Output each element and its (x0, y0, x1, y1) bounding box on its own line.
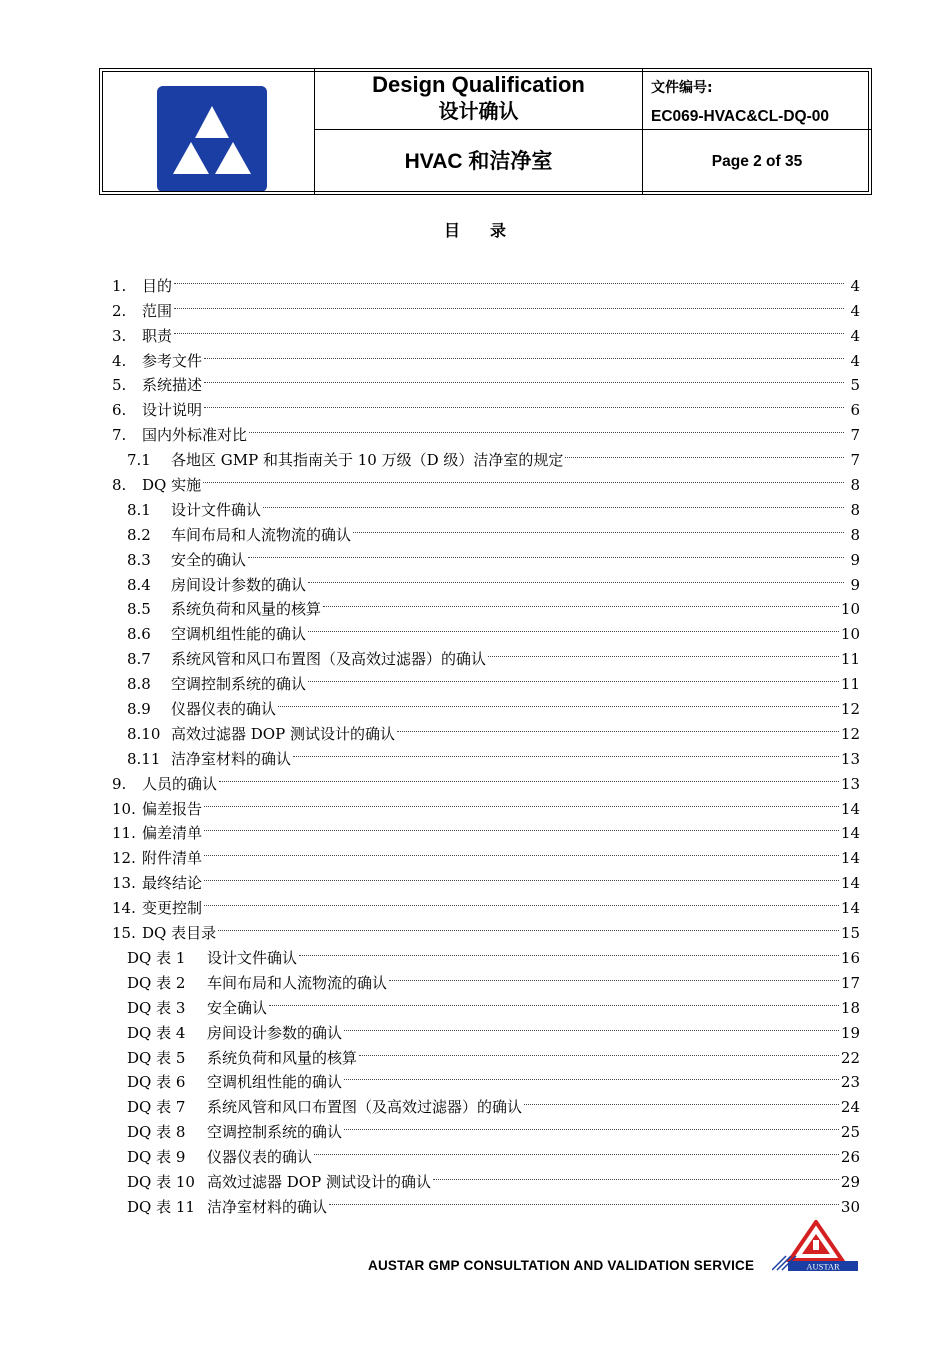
toc-entry[interactable] (112, 291, 860, 320)
toc-entry-page: 9 (850, 550, 860, 569)
toc-entry-title: 最终结论 (142, 874, 203, 893)
title-cell (315, 69, 643, 130)
toc-entry-page: 8 (850, 476, 860, 495)
toc-entry-page: 25 (840, 1123, 860, 1142)
toc-entry-number: 11. (112, 824, 136, 843)
toc-entry-number: DQ 表 8 (127, 1123, 186, 1142)
toc-dot-leader (204, 888, 839, 913)
toc-entry-title: 车间布局和人流物流的确认 (171, 525, 352, 544)
toc-entry-title: 偏差清单 (142, 824, 203, 843)
toc-entry-title: 系统负荷和风量的核算 (171, 600, 322, 619)
toc-entry-page: 5 (850, 376, 860, 395)
toc-title: 目录 (443, 221, 536, 240)
toc-entry-number: 8.6 (127, 625, 151, 644)
toc-dot-leader (204, 863, 839, 888)
toc-entry-page: 6 (850, 401, 860, 420)
toc-entry-number: 3. (112, 326, 127, 345)
toc-entry-page: 13 (840, 749, 860, 768)
toc-entry-title: 安全的确认 (171, 550, 247, 569)
toc-entry[interactable] (112, 490, 860, 519)
toc-entry-title: 空调控制系统的确认 (207, 1123, 343, 1142)
toc-entry-title: 系统风管和风口布置图（及高效过滤器）的确认 (171, 650, 487, 669)
toc-entry-title: 变更控制 (142, 899, 203, 918)
toc-dot-leader (299, 938, 839, 963)
toc-entry[interactable] (112, 465, 860, 495)
toc-entry-page: 14 (840, 799, 860, 818)
toc-entry-title: 参考文件 (142, 351, 203, 370)
toc-dot-leader (219, 764, 839, 789)
toc-entry-title: 人员的确认 (142, 774, 218, 793)
toc-entry[interactable] (112, 814, 860, 843)
toc-dot-leader (524, 1087, 839, 1112)
toc-entry-number: 15. (112, 924, 136, 943)
toc-dot-leader (344, 1112, 839, 1137)
toc-entry[interactable] (112, 366, 860, 395)
toc-entry-page: 10 (840, 625, 860, 644)
toc-entry-title: 附件清单 (142, 849, 203, 868)
toc-entry-number: 8.11 (127, 749, 161, 768)
toc-dot-leader (204, 390, 844, 415)
toc-entry-page: 19 (840, 1023, 860, 1042)
toc-dot-leader (353, 515, 844, 540)
footer-text: AUSTAR GMP CONSULTATION AND VALIDATION SERVICE (368, 1258, 755, 1273)
toc-entry-title: 房间设计参数的确认 (171, 575, 307, 594)
toc-dot-leader (314, 1137, 839, 1162)
toc-entry-number: 8.9 (127, 700, 151, 719)
toc-entry-page: 14 (840, 849, 860, 868)
toc-dot-leader (204, 838, 839, 863)
toc-entry-page: 4 (850, 326, 860, 345)
toc-entry[interactable] (112, 764, 860, 793)
toc-entry-title: 空调控制系统的确认 (171, 675, 307, 694)
toc-entry-number: 8.1 (127, 500, 151, 519)
toc-entry-title: 高效过滤器 DOP 测试设计的确认 (207, 1172, 431, 1191)
toc-entry-number: 8.2 (127, 525, 151, 544)
toc-entry-title: 设计文件确认 (207, 948, 298, 967)
company-logo (157, 86, 267, 192)
toc-entry-page: 4 (850, 351, 860, 370)
toc-entry-number: DQ 表 7 (127, 1098, 186, 1117)
toc-entry-title: 车间布局和人流物流的确认 (207, 973, 388, 992)
toc-entry-page: 12 (840, 700, 860, 719)
toc-dot-leader (344, 1063, 839, 1088)
toc-entry-number: 8.10 (127, 724, 161, 743)
toc-entry-page: 10 (840, 600, 860, 619)
toc-dot-leader (203, 465, 844, 490)
toc-entry-title: DQ 表目录 (142, 924, 217, 943)
toc-dot-leader (308, 565, 844, 590)
toc-entry-page: 14 (840, 824, 860, 843)
toc-dot-leader (269, 988, 839, 1013)
toc-dot-leader (308, 614, 839, 639)
toc-entry-number: DQ 表 5 (127, 1048, 186, 1067)
toc-entry[interactable] (112, 838, 860, 868)
toc-entry-number: 8.5 (127, 600, 151, 619)
footer-logo (772, 1220, 860, 1272)
toc-entry-title: 职责 (142, 326, 173, 345)
toc-entry-title: 目的 (142, 276, 173, 295)
toc-entry-title: 高效过滤器 DOP 测试设计的确认 (171, 724, 395, 743)
toc-entry-number: 8.3 (127, 550, 151, 569)
toc-entry-number: 7. (112, 426, 127, 445)
toc-entry-title: 偏差报告 (142, 799, 203, 818)
toc-dot-leader (248, 540, 844, 565)
toc-dot-leader (308, 664, 839, 689)
toc-entry-page: 30 (840, 1197, 860, 1216)
toc-dot-leader (433, 1162, 839, 1187)
toc-entry-title: 空调机组性能的确认 (171, 625, 307, 644)
toc-dot-leader (218, 913, 839, 938)
toc-entry-number: 12. (112, 849, 136, 868)
toc-entry-title: 洁净室材料的确认 (171, 749, 292, 768)
table-of-contents (112, 266, 860, 1216)
toc-entry-number: DQ 表 3 (127, 998, 186, 1017)
toc-entry-number: DQ 表 9 (127, 1148, 186, 1167)
document-title-cn: 设计确认 (438, 99, 519, 123)
toc-entry-number: 14. (112, 899, 136, 918)
doc-number-cell (643, 69, 871, 130)
toc-entry-title: 空调机组性能的确认 (207, 1073, 343, 1092)
logo-text: AUSTAR (806, 1261, 840, 1272)
toc-entry-number: 2. (112, 301, 127, 320)
toc-entry-number: DQ 表 6 (127, 1073, 186, 1092)
toc-entry-number: 8.7 (127, 650, 151, 669)
doc-number-label: 文件编号: (651, 80, 713, 96)
toc-dot-leader (278, 689, 839, 714)
toc-dot-leader (344, 1013, 839, 1038)
toc-entry-page: 23 (840, 1073, 860, 1092)
toc-entry-number: 6. (112, 401, 127, 420)
toc-entry-title: 系统描述 (142, 376, 203, 395)
triangles-logo-icon (157, 86, 267, 192)
document-subtitle: HVAC 和洁净室 (404, 150, 553, 173)
toc-entry[interactable] (112, 390, 860, 420)
toc-entry-title: 安全确认 (207, 998, 268, 1017)
toc-entry-page: 11 (840, 675, 860, 694)
document-header-table (99, 68, 872, 195)
toc-dot-leader (204, 814, 839, 839)
subtitle-cell (315, 130, 643, 194)
toc-entry-number: 8. (112, 476, 127, 495)
toc-entry-title: 系统负荷和风量的核算 (207, 1048, 358, 1067)
toc-entry-title: 国内外标准对比 (142, 426, 248, 445)
toc-entry-number: 7.1 (127, 451, 151, 470)
toc-entry[interactable] (112, 415, 860, 445)
toc-entry-number: 1. (112, 276, 127, 295)
toc-entry-number: 8.8 (127, 675, 151, 694)
toc-dot-leader (389, 963, 839, 988)
toc-entry-page: 13 (840, 774, 860, 793)
toc-entry-title: 设计说明 (142, 401, 203, 420)
toc-entry-number: 9. (112, 774, 127, 793)
toc-entry-number: DQ 表 4 (127, 1023, 186, 1042)
toc-entry[interactable] (112, 888, 860, 918)
toc-entry-title: 范围 (142, 301, 173, 320)
toc-entry-number: 13. (112, 874, 136, 893)
toc-entry-page: 17 (840, 973, 860, 992)
toc-dot-leader (174, 316, 844, 341)
toc-dot-leader (204, 341, 844, 366)
toc-entry-number: DQ 表 1 (127, 948, 186, 967)
toc-entry-page: 8 (850, 500, 860, 519)
toc-entry[interactable] (112, 341, 860, 370)
toc-entry[interactable] (112, 266, 860, 295)
toc-dot-leader (263, 490, 844, 515)
toc-entry-page: 7 (850, 426, 860, 445)
page-number: Page 2 of 35 (711, 153, 803, 170)
toc-entry-page: 12 (840, 724, 860, 743)
toc-dot-leader (359, 1038, 839, 1063)
toc-entry-title: DQ 实施 (142, 476, 202, 495)
toc-entry-page: 16 (840, 948, 860, 967)
toc-entry-number: DQ 表 11 (127, 1197, 195, 1216)
toc-entry-page: 14 (840, 874, 860, 893)
page-number-cell (643, 130, 871, 194)
toc-entry-number: 10. (112, 799, 136, 818)
toc-dot-leader (174, 291, 844, 316)
toc-entry-page: 14 (840, 899, 860, 918)
toc-entry-number: DQ 表 10 (127, 1172, 195, 1191)
toc-entry-title: 系统风管和风口布置图（及高效过滤器）的确认 (207, 1098, 523, 1117)
toc-entry-page: 15 (840, 924, 860, 943)
toc-dot-leader (565, 440, 844, 465)
toc-entry-page: 29 (840, 1172, 860, 1191)
toc-entry-number: 5. (112, 376, 127, 395)
toc-entry[interactable] (112, 316, 860, 345)
toc-entry-number: 8.4 (127, 575, 151, 594)
toc-entry[interactable] (112, 938, 860, 967)
toc-entry-page: 9 (850, 575, 860, 594)
toc-entry-page: 24 (840, 1098, 860, 1117)
toc-dot-leader (204, 789, 839, 814)
toc-entry-page: 22 (840, 1048, 860, 1067)
toc-dot-leader (174, 266, 844, 291)
toc-dot-leader (293, 739, 839, 764)
toc-entry-page: 4 (850, 276, 860, 295)
toc-entry[interactable] (112, 789, 860, 818)
toc-dot-leader (204, 366, 844, 391)
doc-number-value: EC069-HVAC&CL-DQ-00 (651, 108, 829, 125)
toc-entry-page: 7 (850, 451, 860, 470)
toc-entry-page: 8 (850, 525, 860, 544)
toc-entry-page: 4 (850, 301, 860, 320)
toc-dot-leader (323, 590, 839, 615)
toc-entry-page: 18 (840, 998, 860, 1017)
toc-entry-title: 仪器仪表的确认 (171, 700, 277, 719)
toc-entry-title: 洁净室材料的确认 (207, 1197, 328, 1216)
document-title-en: Design Qualification (372, 72, 585, 97)
toc-dot-leader (397, 714, 839, 739)
toc-entry-page: 26 (840, 1148, 860, 1167)
toc-entry[interactable] (112, 913, 860, 943)
toc-entry-title: 各地区 GMP 和其指南关于 10 万级（D 级）洁净室的规定 (171, 451, 564, 470)
austar-logo-icon (772, 1220, 860, 1272)
toc-entry-number: DQ 表 2 (127, 973, 186, 992)
toc-entry-title: 设计文件确认 (171, 500, 262, 519)
toc-entry[interactable] (112, 863, 860, 893)
toc-entry-title: 房间设计参数的确认 (207, 1023, 343, 1042)
toc-entry-title: 仪器仪表的确认 (207, 1148, 313, 1167)
toc-dot-leader (249, 415, 844, 440)
toc-dot-leader (488, 639, 839, 664)
toc-dot-leader (329, 1187, 839, 1212)
logo-cell (100, 69, 315, 194)
toc-entry-page: 11 (840, 650, 860, 669)
toc-entry-number: 4. (112, 351, 127, 370)
